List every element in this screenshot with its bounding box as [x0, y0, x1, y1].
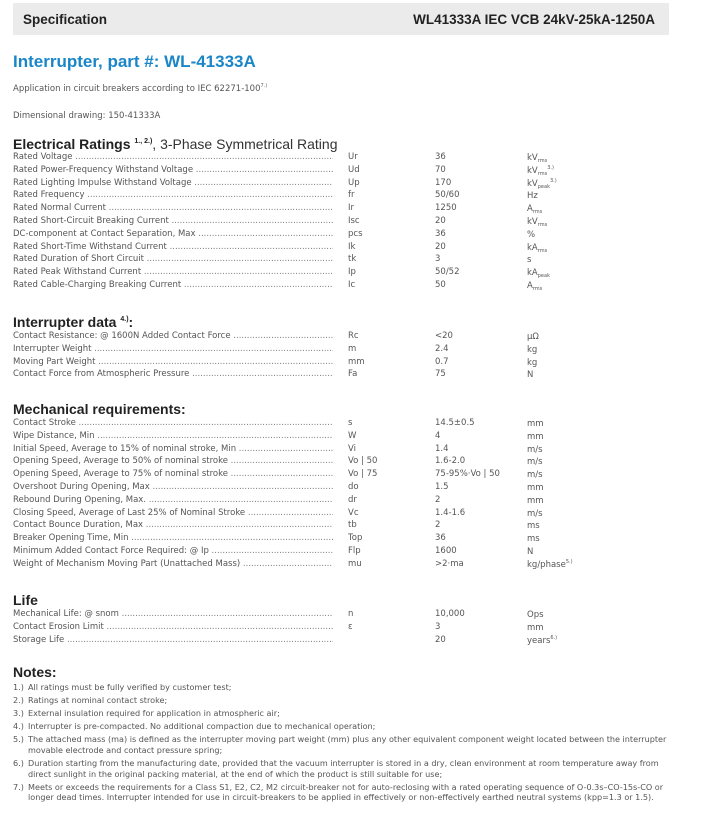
spec-value: 50/60	[435, 190, 460, 201]
spec-unit	[527, 508, 543, 520]
spec-unit	[527, 418, 544, 430]
unit-text: N	[527, 370, 534, 381]
spec-label: Rated Voltage .....	[13, 152, 333, 162]
spec-unit	[527, 533, 540, 545]
spec-symbol: Ur	[348, 152, 358, 162]
unit-text: %	[527, 229, 536, 240]
unit-text: m/s	[527, 508, 543, 519]
spec-value: 2	[435, 520, 441, 531]
spec-symbol: Rc	[348, 331, 359, 341]
unit-subscript: rms	[537, 247, 548, 254]
spec-value: <20	[435, 331, 453, 341]
spec-unit	[527, 635, 557, 647]
footnote-ref: 7.)	[260, 83, 268, 89]
spec-value: 14.5±0.5	[435, 418, 475, 428]
spec-value: 1.5	[435, 481, 449, 492]
unit-text: m/s	[527, 444, 543, 455]
unit-text: mm	[527, 419, 544, 429]
spec-value: 36	[435, 228, 446, 239]
note-item	[13, 682, 673, 693]
spec-unit	[527, 190, 538, 202]
spec-symbol: Top	[348, 533, 363, 544]
application-label: Application in circuit breakers according to IEC 62271-100	[13, 84, 261, 94]
spec-symbol: tb	[348, 520, 357, 531]
unit-subscript: peak	[537, 273, 550, 280]
spec-label: Rebound During Opening, Max. .....	[13, 495, 333, 505]
spec-unit	[527, 546, 533, 558]
heading-suffix: :	[128, 314, 134, 330]
spec-unit	[527, 369, 533, 381]
unit-subscript: rms	[537, 170, 548, 177]
footnote-ref: 4.)	[120, 316, 129, 323]
spec-symbol: Ip	[348, 267, 356, 278]
note-number: 1.)	[13, 682, 24, 692]
header-label: Specification	[23, 11, 108, 27]
spec-label: Contact Resistance: @ 1600N Added Contact Force .....	[13, 331, 333, 341]
spec-label: Contact Stroke .....	[13, 418, 333, 428]
heading-text: Interrupter data	[13, 314, 117, 330]
spec-unit	[527, 357, 537, 369]
spec-symbol: tk	[348, 254, 357, 265]
spec-symbol: Ik	[348, 241, 356, 252]
spec-value: 1600	[435, 545, 457, 556]
spec-unit	[527, 495, 544, 507]
spec-header-bar	[13, 3, 669, 35]
spec-value: 50/52	[435, 267, 460, 278]
section-heading-interrupter	[13, 314, 133, 330]
spec-symbol: fr	[348, 190, 355, 201]
drawing-text: Dimensional drawing: 150-41333A	[13, 111, 161, 121]
footnote-ref: 1., 2.)	[134, 138, 153, 145]
unit-text: kV	[527, 153, 538, 163]
spec-value: 10,000	[435, 609, 465, 619]
spec-value: 0.7	[435, 356, 449, 367]
spec-label: Wipe Distance, Min .....	[13, 431, 333, 441]
spec-symbol: s	[348, 418, 353, 428]
unit-subscript: rms	[532, 285, 543, 292]
note-text: The attached mass (ma) is defined as the interrupter moving part weight (mm) plus any other equivalent component weight located between the interrupter movable electrode and contact pressure spring;	[28, 734, 667, 755]
spec-value: 170	[435, 177, 452, 188]
unit-text: mm	[527, 482, 544, 493]
spec-label: Rated Peak Withstand Current .....	[13, 267, 333, 277]
spec-symbol: Flp	[348, 545, 361, 556]
spec-value: 1250	[435, 203, 457, 214]
spec-value: 1.4-1.6	[435, 507, 466, 518]
unit-text: kV	[527, 165, 538, 176]
spec-symbol: Vo | 50	[348, 456, 378, 467]
spec-symbol: do	[348, 481, 359, 492]
spec-value: 36	[435, 533, 446, 544]
heading-text: Electrical Ratings	[13, 136, 131, 152]
spec-label: Mechanical Life: @ snom .....	[13, 609, 333, 619]
spec-unit	[527, 444, 543, 456]
note-text: Interrupter is pre-compacted. No additional compaction due to mechanical operation;	[28, 721, 376, 732]
unit-text: mm	[527, 495, 544, 506]
unit-text: m/s	[527, 470, 543, 481]
spec-label: Rated Power-Frequency Withstand Voltage .....	[13, 165, 333, 175]
spec-value: 3	[435, 254, 441, 265]
header-model: WL41333A IEC VCB 24kV-25kA-1250A	[413, 11, 655, 27]
unit-text: kg	[527, 344, 538, 355]
spec-symbol: Vo | 75	[348, 469, 378, 480]
spec-symbol: n	[348, 609, 354, 619]
spec-symbol: Vi	[348, 443, 356, 454]
spec-unit	[527, 242, 547, 254]
note-number: 6.)	[13, 758, 24, 769]
unit-footnote: 6.)	[550, 634, 558, 641]
spec-unit	[527, 280, 542, 292]
unit-text: kV	[527, 216, 538, 227]
spec-unit	[527, 520, 540, 532]
section-heading-life: Life	[13, 592, 38, 608]
spec-label: Storage Life .....	[13, 635, 333, 645]
unit-subscript: rms	[537, 221, 548, 228]
note-text: Duration starting from the manufacturing date, provided that the vacuum interrupter is stored in a dry, clean environment at room temperature away from direct sunlight in the original packing material, at the end of which the product is still suitable for use;	[28, 758, 659, 779]
spec-label: Initial Speed, Average to 15% of nominal stroke, Min .....	[13, 444, 333, 454]
spec-symbol: Up	[348, 177, 360, 188]
spec-label: Breaker Opening Time, Min .....	[13, 533, 333, 543]
spec-symbol: Ud	[348, 164, 360, 175]
unit-text: Hz	[527, 191, 538, 202]
spec-unit	[527, 254, 531, 266]
unit-subscript: peak	[537, 183, 550, 190]
spec-label: Rated Duration of Short Circuit .....	[13, 254, 333, 264]
note-item	[13, 734, 673, 755]
unit-text: kA	[527, 242, 538, 253]
spec-label: Rated Cable-Charging Breaking Current .....	[13, 280, 333, 290]
unit-footnote: 5.)	[565, 558, 573, 565]
spec-value: 2	[435, 494, 441, 505]
spec-label: Moving Part Weight .....	[13, 357, 333, 367]
spec-unit	[527, 622, 544, 634]
spec-label: Weight of Mechanism Moving Part (Unattached Mass) .....	[13, 559, 333, 569]
spec-value: 2.4	[435, 343, 449, 354]
unit-text: N	[527, 546, 534, 557]
spec-unit	[527, 216, 547, 228]
unit-text: m/s	[527, 457, 543, 468]
spec-symbol: pcs	[348, 228, 363, 239]
spec-label: DC-component at Contact Separation, Max .....	[13, 229, 333, 239]
spec-label: Contact Force from Atmospheric Pressure .....	[13, 369, 333, 379]
spec-symbol: mm	[348, 356, 365, 367]
unit-text: s	[527, 255, 532, 266]
spec-unit	[527, 229, 535, 241]
notes-list	[13, 682, 673, 805]
spec-label: Contact Bounce Duration, Max .....	[13, 520, 333, 530]
spec-unit	[527, 344, 537, 356]
spec-value: 70	[435, 164, 446, 175]
spec-label: Interrupter Weight .....	[13, 344, 333, 354]
spec-unit	[527, 152, 547, 164]
spec-symbol: mu	[348, 558, 362, 569]
unit-text: μΩ	[527, 332, 539, 342]
unit-text: years	[527, 635, 551, 646]
spec-label: Closing Speed, Average of Last 25% of Nominal Stroke .....	[13, 508, 333, 518]
spec-unit	[527, 178, 557, 190]
heading-suffix: , 3-Phase Symmetrical Rating	[152, 136, 338, 152]
spec-unit	[527, 469, 543, 481]
unit-text: kg/phase	[527, 559, 566, 570]
note-text: All ratings must be fully verified by customer test;	[28, 682, 232, 692]
spec-label: Overshoot During Opening, Max .....	[13, 482, 333, 492]
spec-value: >2·ma	[435, 558, 464, 569]
unit-text: Ops	[527, 610, 544, 620]
spec-symbol: Ic	[348, 279, 356, 290]
page-title: Interrupter, part #: WL-41333A	[13, 52, 256, 71]
note-number: 5.)	[13, 734, 24, 745]
spec-value: 1.6-2.0	[435, 456, 466, 467]
unit-text: kA	[527, 268, 538, 279]
unit-text: ms	[527, 521, 540, 532]
spec-unit	[527, 609, 544, 621]
spec-unit	[527, 456, 543, 468]
spec-label: Rated Frequency .....	[13, 190, 333, 200]
spec-symbol: dr	[348, 494, 357, 505]
note-text: External insulation required for application in atmospheric air;	[28, 708, 280, 719]
spec-value: 20	[435, 634, 446, 645]
unit-text: mm	[527, 622, 544, 633]
spec-symbol: m	[348, 343, 357, 354]
unit-text: A	[527, 280, 533, 291]
unit-text: A	[527, 204, 533, 215]
spec-unit	[527, 203, 542, 215]
note-item	[13, 695, 673, 706]
note-number: 3.)	[13, 708, 24, 719]
unit-subscript: rms	[532, 209, 543, 216]
spec-symbol: Vc	[348, 507, 359, 518]
spec-label: Opening Speed, Average to 50% of nominal stroke .....	[13, 456, 333, 466]
spec-label: Minimum Added Contact Force Required: @ Ip .....	[13, 546, 333, 556]
spec-value: 4	[435, 430, 441, 441]
spec-label: Rated Short-Time Withstand Current .....	[13, 242, 333, 252]
spec-unit	[527, 482, 544, 494]
spec-value: 20	[435, 241, 446, 252]
unit-text: kV	[527, 178, 538, 189]
section-heading-electrical	[13, 136, 337, 152]
note-item	[13, 708, 673, 719]
note-number: 2.)	[13, 695, 24, 706]
note-item	[13, 721, 673, 732]
spec-symbol: W	[348, 430, 357, 441]
note-item	[13, 782, 673, 803]
spec-unit	[527, 559, 573, 571]
application-text	[13, 83, 267, 94]
spec-unit	[527, 267, 550, 279]
unit-footnote: 3.)	[547, 164, 554, 171]
spec-label: Contact Erosion Limit .....	[13, 622, 333, 632]
spec-label: Opening Speed, Average to 75% of nominal stroke .....	[13, 469, 333, 479]
spec-value: 36	[435, 152, 446, 162]
spec-value: 75-95%·Vo | 50	[435, 469, 500, 480]
spec-unit	[527, 331, 539, 343]
spec-value: 1.4	[435, 443, 449, 454]
unit-footnote: 3.)	[549, 177, 557, 184]
spec-label: Rated Normal Current .....	[13, 203, 333, 213]
unit-text: mm	[527, 431, 544, 442]
spec-label: Rated Lighting Impulse Withstand Voltage .....	[13, 178, 333, 188]
spec-label: Rated Short-Circuit Breaking Current .....	[13, 216, 333, 226]
note-number: 7.)	[13, 781, 24, 792]
spec-symbol: ε	[348, 621, 353, 632]
spec-unit	[527, 431, 544, 443]
notes-heading: Notes:	[13, 664, 57, 680]
spec-value: 20	[435, 215, 446, 226]
spec-symbol: Isc	[348, 215, 360, 226]
spec-value: 3	[435, 621, 441, 632]
spec-value: 50	[435, 279, 446, 290]
unit-subscript: rms	[537, 158, 548, 164]
note-text: Meets or exceeds the requirements for a Class S1, E2, C2, M2 circuit-breaker not for auto-reclosing with a rated operating sequence of O-0.3s–CO-15s-CO or longer dead times. Interrupter intended for use in circuit-breakers to be applied in effectively or non-effectively earthed neutral systems (kpp=1.3 or 1.5).	[28, 781, 664, 803]
spec-symbol: Ir	[348, 203, 355, 214]
section-heading-mechanical: Mechanical requirements:	[13, 401, 186, 417]
note-number: 4.)	[13, 721, 24, 732]
spec-unit	[527, 165, 554, 177]
note-text: Ratings at nominal contact stroke;	[28, 695, 168, 706]
spec-value: 75	[435, 369, 446, 380]
spec-symbol: Fa	[348, 369, 358, 380]
unit-text: kg	[527, 357, 538, 368]
note-item	[13, 758, 673, 779]
unit-text: ms	[527, 534, 540, 545]
